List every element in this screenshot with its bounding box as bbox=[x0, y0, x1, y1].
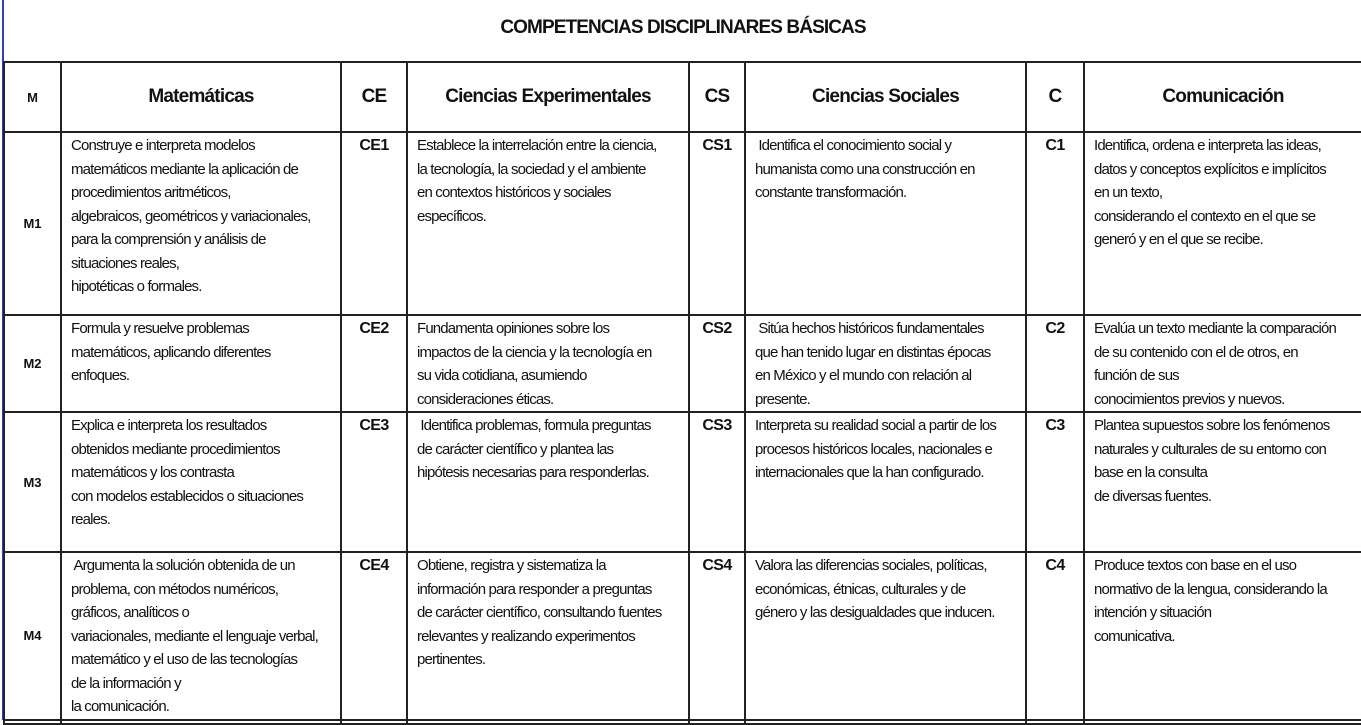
header-ciencias-experimentales: Ciencias Experimentales bbox=[407, 62, 689, 132]
c-code: C4 bbox=[1026, 552, 1084, 720]
cs-code: CS4 bbox=[689, 552, 745, 720]
ciencias-sociales-cell: Interpreta su realidad social a partir de los procesos históricos locales, nacionales e internacionales que la han configurado. bbox=[745, 412, 1026, 552]
matematicas-cell: Argumenta la solución obtenida de un problema, con métodos numéricos, gráficos, analíticos o variacionales, mediante el lenguaje verbal, matemático y el uso de las tecnologías de la información y la comunicación. bbox=[61, 552, 341, 720]
page-title: COMPETENCIAS DISCIPLINARES BÁSICAS bbox=[500, 17, 866, 38]
ciencias-experimentales-cell: Identifica problemas, formula preguntas de carácter científico y plantea las hipótesis necesarias para responderlas. bbox=[407, 412, 689, 552]
empty-cell bbox=[1084, 720, 1361, 724]
comunicacion-cell: Plantea supuestos sobre los fenómenos naturales y culturales de su entorno con base en la consulta de diversas fuentes. bbox=[1084, 412, 1361, 552]
header-row bbox=[4, 62, 1361, 132]
table-row-partial bbox=[4, 720, 1361, 724]
cs-code: CS3 bbox=[689, 412, 745, 552]
empty-cell bbox=[1026, 720, 1084, 724]
header-m: M bbox=[4, 62, 61, 132]
competencies-table bbox=[3, 61, 1361, 725]
c-code: C3 bbox=[1026, 412, 1084, 552]
cs-code: CS1 bbox=[689, 132, 745, 315]
c-code: C2 bbox=[1026, 315, 1084, 412]
matematicas-cell: Explica e interpreta los resultados obtenidos mediante procedimientos matemáticos y los contrasta con modelos establecidos o situaciones reales. bbox=[61, 412, 341, 552]
ciencias-sociales-cell: Valora las diferencias sociales, políticas, económicas, étnicas, culturales y de género y las desigualdades que inducen. bbox=[745, 552, 1026, 720]
empty-cell bbox=[61, 720, 341, 724]
empty-cell bbox=[4, 720, 61, 724]
empty-cell bbox=[407, 720, 689, 724]
empty-cell bbox=[689, 720, 745, 724]
empty-cell bbox=[341, 720, 407, 724]
ciencias-experimentales-cell: Obtiene, registra y sistematiza la información para responder a preguntas de carácter científico, consultando fuentes relevantes y realizando experimentos pertinentes. bbox=[407, 552, 689, 720]
comunicacion-cell: Produce textos con base en el uso normativo de la lengua, considerando la intención y situación comunicativa. bbox=[1084, 552, 1361, 720]
ciencias-sociales-cell: Identifica el conocimiento social y humanista como una construcción en constante transformación. bbox=[745, 132, 1026, 315]
comunicacion-cell: Identifica, ordena e interpreta las ideas, datos y conceptos explícitos e implícitos en un texto, considerando el contexto en el que se generó y en el que se recibe. bbox=[1084, 132, 1361, 315]
ciencias-experimentales-cell: Establece la interrelación entre la ciencia, la tecnología, la sociedad y el ambiente en contextos históricos y sociales específicos. bbox=[407, 132, 689, 315]
table-row bbox=[4, 132, 1361, 315]
table-row bbox=[4, 412, 1361, 552]
row-label: M2 bbox=[4, 315, 61, 412]
ce-code: CE3 bbox=[341, 412, 407, 552]
ciencias-experimentales-cell: Fundamenta opiniones sobre los impactos de la ciencia y la tecnología en su vida cotidiana, asumiendo consideraciones éticas. bbox=[407, 315, 689, 412]
matematicas-cell: Formula y resuelve problemas matemáticos, aplicando diferentes enfoques. bbox=[61, 315, 341, 412]
ce-code: CE1 bbox=[341, 132, 407, 315]
table-row bbox=[4, 552, 1361, 720]
row-label: M4 bbox=[4, 552, 61, 720]
header-c: C bbox=[1026, 62, 1084, 132]
ciencias-sociales-cell: Sitúa hechos históricos fundamentales que han tenido lugar en distintas épocas en México y el mundo con relación al presente. bbox=[745, 315, 1026, 412]
header-ce: CE bbox=[341, 62, 407, 132]
empty-cell bbox=[745, 720, 1026, 724]
matematicas-cell: Construye e interpreta modelos matemáticos mediante la aplicación de procedimientos aritméticos, algebraicos, geométricos y variacionales, para la comprensión y análisis de situaciones reales, hipotéticas o formales. bbox=[61, 132, 341, 315]
header-ciencias-sociales: Ciencias Sociales bbox=[745, 62, 1026, 132]
c-code: C1 bbox=[1026, 132, 1084, 315]
header-matematicas: Matemáticas bbox=[61, 62, 341, 132]
row-label: M3 bbox=[4, 412, 61, 552]
ce-code: CE2 bbox=[341, 315, 407, 412]
row-label: M1 bbox=[4, 132, 61, 315]
cs-code: CS2 bbox=[689, 315, 745, 412]
ce-code: CE4 bbox=[341, 552, 407, 720]
header-cs: CS bbox=[689, 62, 745, 132]
comunicacion-cell: Evalúa un texto mediante la comparación de su contenido con el de otros, en función de sus conocimientos previos y nuevos. bbox=[1084, 315, 1361, 412]
header-comunicacion: Comunicación bbox=[1084, 62, 1361, 132]
table-row bbox=[4, 315, 1361, 412]
